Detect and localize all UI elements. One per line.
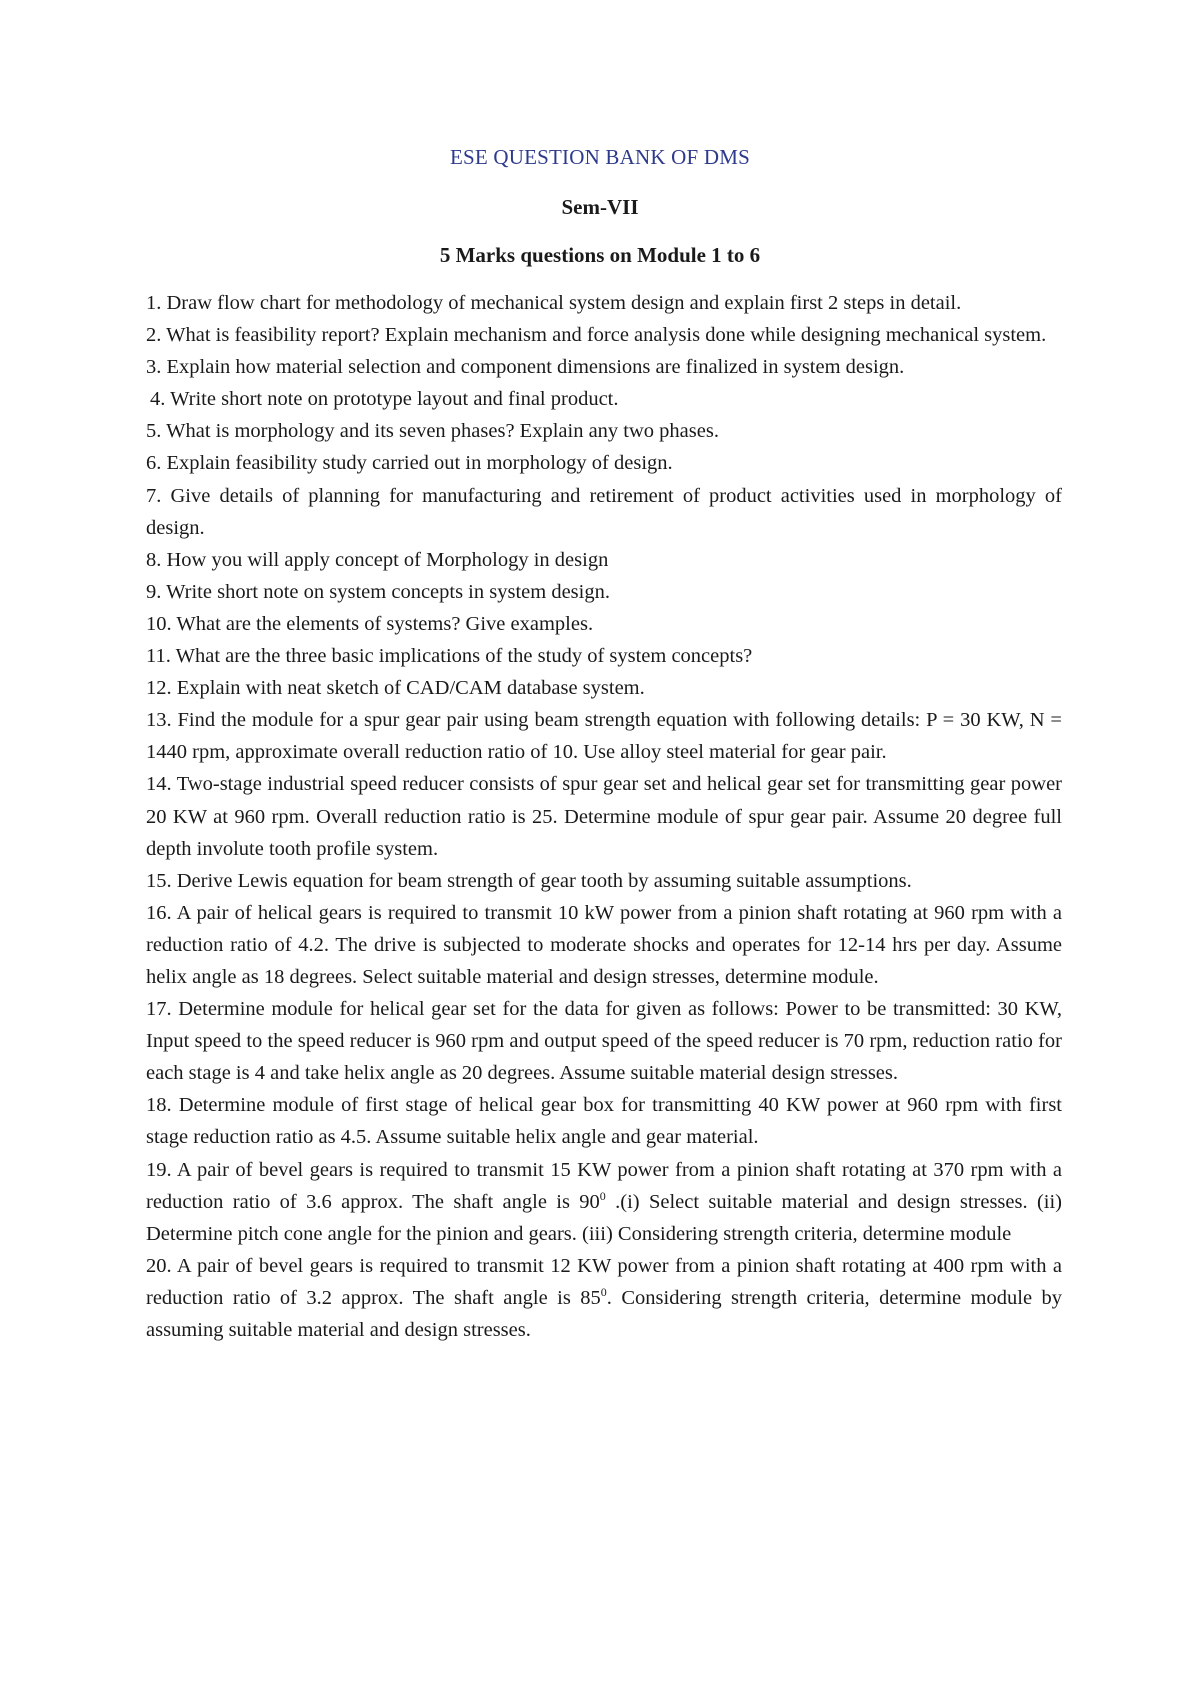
question-item <box>146 865 1062 897</box>
question-item <box>146 447 1062 479</box>
question-text: 11. What are the three basic implications of the study of system concepts? <box>146 645 753 668</box>
question-text: 20. A pair of bevel gears is required to transmit 12 KW power from a pinion shaft rotating at 400 rpm with a reduction ratio of 3.2 approx. The shaft angle is 85 <box>146 1254 1062 1309</box>
question-item <box>146 544 1062 576</box>
question-text: 14. Two-stage industrial speed reducer consists of spur gear set and helical gear set for transmitting gear power 20 KW at 960 rpm. Overall reduction ratio is 25. Determine module of spur gear pair. Assume 20 degree full depth involute tooth profile system. <box>146 773 1062 860</box>
question-item <box>146 480 1062 544</box>
question-item <box>146 383 1062 415</box>
question-item <box>146 768 1062 864</box>
question-text: 4. Write short note on prototype layout and final product. <box>150 388 619 411</box>
question-item <box>146 1250 1062 1346</box>
question-item <box>146 1089 1062 1153</box>
question-item <box>146 672 1062 704</box>
question-text: 3. Explain how material selection and component dimensions are finalized in system design. <box>146 356 905 379</box>
question-item <box>146 640 1062 672</box>
degree-superscript: 0 <box>599 1188 606 1203</box>
question-item <box>146 1154 1062 1250</box>
question-item <box>146 993 1062 1089</box>
question-item <box>146 319 1062 351</box>
question-list <box>146 287 1062 1346</box>
question-text: 1. Draw flow chart for methodology of mechanical system design and explain first 2 steps in detail. <box>146 292 962 314</box>
question-text: 10. What are the elements of systems? Give examples. <box>146 612 594 635</box>
question-item <box>146 897 1062 993</box>
question-item <box>146 287 1062 319</box>
question-text: 17. Determine module for helical gear set for the data for given as follows: Power to be transmitted: 30 KW, Input speed to the speed reducer is 960 rpm and output speed of the speed reducer is 70 rpm, reduction ratio for each stage is 4 and take helix angle as 20 degrees. Assume suitable material design stresses. <box>146 998 1062 1085</box>
question-text-continued: . Considering strength criteria, determine module by assuming suitable material and design stresses. <box>146 1286 1063 1341</box>
question-text: 16. A pair of helical gears is required to transmit 10 kW power from a pinion shaft rotating at 960 rpm with a reduction ratio of 4.2. The drive is subjected to moderate shocks and operates for 12-14 hrs per day. Assume helix angle as 18 degrees. Select suitable material and design stresses, determine module. <box>146 901 1062 988</box>
question-text: 2. What is feasibility report? Explain mechanism and force analysis done while designing mechanical system. <box>146 324 1047 347</box>
question-text: 7. Give details of planning for manufacturing and retirement of product activities used in morphology of design. <box>146 484 1062 539</box>
question-text: 9. Write short note on system concepts in system design. <box>146 580 610 603</box>
question-text: 8. How you will apply concept of Morphology in design <box>146 548 609 571</box>
question-text: 12. Explain with neat sketch of CAD/CAM database system. <box>146 677 645 700</box>
document-title: ESE QUESTION BANK OF DMS <box>450 145 750 169</box>
section-subtitle: 5 Marks questions on Module 1 to 6 <box>439 243 761 267</box>
question-text: 5. What is morphology and its seven phases? Explain any two phases. <box>146 420 719 443</box>
question-text: 6. Explain feasibility study carried out in morphology of design. <box>146 452 673 475</box>
question-item <box>146 576 1062 608</box>
question-item <box>146 608 1062 640</box>
question-text: 18. Determine module of first stage of helical gear box for transmitting 40 KW power at 960 rpm with first stage reduction ratio as 4.5. Assume suitable helix angle and gear material. <box>146 1094 1062 1149</box>
semester-heading: Sem-VII <box>561 195 639 219</box>
question-text: 19. A pair of bevel gears is required to transmit 15 KW power from a pinion shaft rotating at 370 rpm with a reduction ratio of 3.6 approx. The shaft angle is 90 <box>146 1158 1062 1213</box>
question-item <box>146 704 1062 768</box>
question-text-continued: .(i) Select suitable material and design stresses. (ii) Determine pitch cone angle for the pinion and gears. (iii) Considering strength criteria, determine module <box>146 1190 1062 1245</box>
degree-superscript: 0 <box>600 1284 607 1299</box>
question-item <box>146 415 1062 447</box>
question-text: 13. Find the module for a spur gear pair using beam strength equation with following details: P = 30 KW, N = 1440 rpm, approximate overall reduction ratio of 10. Use alloy steel material for gear pair. <box>146 709 1062 764</box>
question-text: 15. Derive Lewis equation for beam strength of gear tooth by assuming suitable assumptions. <box>146 869 912 892</box>
question-item <box>146 351 1062 383</box>
